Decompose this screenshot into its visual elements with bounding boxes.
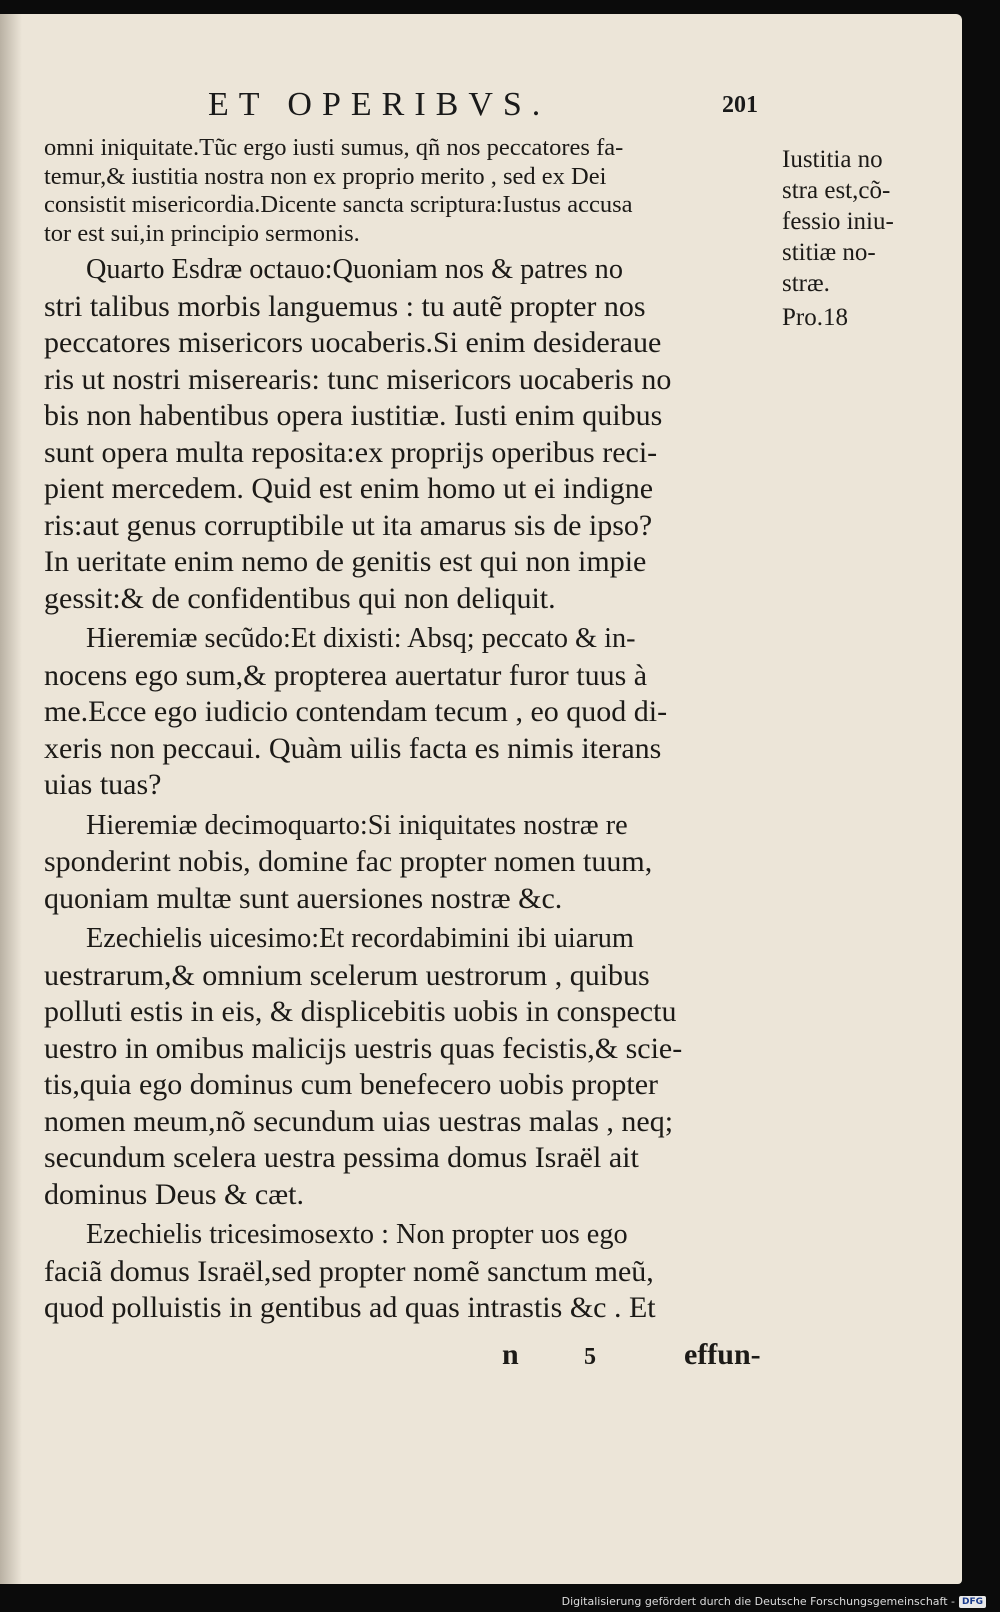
text-line: xeris non peccaui. Quàm uilis facta es nimis iterans bbox=[44, 731, 662, 765]
text-line: pient mercedem. Quid est enim homo ut ei indigne bbox=[44, 472, 654, 505]
text-line: In ueritate enim nemo de genitis est qui non impie bbox=[44, 545, 647, 578]
text-line: peccatores misericors uocaberis.Si enim desideraue bbox=[44, 326, 662, 359]
text-line: ris:aut genus corruptibile ut ita amarus sis de ipso? bbox=[44, 508, 653, 542]
paragraph bbox=[44, 1217, 774, 1327]
text-line: me.Ecce ego iudicio contendam tecum , eo quod di- bbox=[44, 695, 668, 728]
text-line: uestro in omibus malicijs uestris quas fecistis,& scie- bbox=[44, 1031, 683, 1065]
gutter-shadow bbox=[0, 14, 22, 1584]
margin-note-line: stra est,cõ- bbox=[782, 177, 891, 204]
signature-number: 5 bbox=[584, 1344, 596, 1370]
text-line: tor est sui,in principio sermonis. bbox=[44, 219, 360, 247]
text-line: gessit:& de confidentibus qui non deliquit. bbox=[44, 581, 556, 615]
margin-note-line: stræ. bbox=[782, 270, 830, 297]
text-line: faciã domus Israël,sed propter nomẽ sanctum meũ, bbox=[44, 1254, 654, 1288]
text-line: consistit misericordia.Dicente sancta scriptura:Iustus accusa bbox=[44, 191, 633, 218]
text-line: Hieremiæ decimoquarto:Si iniquitates nostræ re bbox=[86, 809, 628, 841]
paragraph bbox=[44, 252, 774, 617]
text-line: sponderint nobis, domine fac propter nomen tuum, bbox=[44, 845, 653, 878]
body-text bbox=[44, 134, 774, 1327]
text-line: temur,& iustitia nostra non ex proprio merito , sed ex Dei bbox=[44, 162, 607, 190]
signature-mark: n bbox=[502, 1338, 519, 1371]
text-line: stri talibus morbis languemus : tu autẽ propter nos bbox=[44, 289, 646, 323]
margin-note-line: fessio iniu- bbox=[782, 208, 894, 235]
text-line: Ezechielis uicesimo:Et recordabimini ibi uiarum bbox=[86, 923, 634, 954]
text-line: ris ut nostri miserearis: tunc misericors uocaberis no bbox=[44, 362, 672, 396]
margin-note-line: Iustitia no bbox=[782, 146, 883, 173]
margin-note-line: stitiæ no- bbox=[782, 239, 876, 266]
paragraph bbox=[44, 134, 774, 248]
margin-reference: Pro.18 bbox=[782, 304, 848, 331]
text-line: nomen meum,nõ secundum uias uestras malas , neq; bbox=[44, 1104, 674, 1138]
text-line: polluti estis in eis, & displicebitis uobis in conspectu bbox=[44, 995, 677, 1028]
text-line: uias tuas? bbox=[44, 768, 162, 801]
folio-number: 201 bbox=[722, 92, 758, 118]
book-page bbox=[0, 14, 962, 1584]
paragraph bbox=[44, 621, 774, 804]
text-line: Hieremiæ secũdo:Et dixisti: Absq; peccato & in- bbox=[86, 623, 636, 654]
text-line: nocens ego sum,& propterea auertatur furor tuus à bbox=[44, 658, 648, 692]
signature-line bbox=[44, 1338, 774, 1378]
text-line: Ezechielis tricesimosexto : Non propter uos ego bbox=[86, 1219, 628, 1250]
footer-credit: Digitalisierung gefördert durch die Deutsche Forschungsgemeinschaft - bbox=[561, 1595, 955, 1608]
text-line: uestrarum,& omnium scelerum uestrorum , quibus bbox=[44, 958, 650, 992]
text-line: dominus Deus & cæt. bbox=[44, 1177, 304, 1211]
text-line: bis non habentibus opera iustitiæ. Iusti enim quibus bbox=[44, 399, 663, 432]
margin-notes bbox=[782, 144, 932, 335]
paragraph bbox=[44, 808, 774, 918]
paragraph bbox=[44, 921, 774, 1213]
catchword: effun- bbox=[684, 1338, 761, 1371]
dfg-logo-icon: DFG bbox=[959, 1596, 986, 1608]
text-line: sunt opera multa reposita:ex proprijs operibus reci- bbox=[44, 435, 658, 469]
text-line: secundum scelera uestra pessima domus Israël ait bbox=[44, 1141, 639, 1174]
running-title: ET OPERIBVS. bbox=[208, 86, 551, 123]
digitization-footer bbox=[562, 1595, 986, 1608]
text-line: omni iniquitate.Tũc ergo iusti sumus, qñ nos peccatores fa- bbox=[44, 134, 624, 161]
text-line: quoniam multæ sunt auersiones nostræ &c. bbox=[44, 881, 563, 915]
text-line: Quarto Esdræ octauo:Quoniam nos & patres no bbox=[86, 254, 623, 285]
text-line: quod polluistis in gentibus ad quas intrastis &c . Et bbox=[44, 1291, 656, 1324]
text-line: tis,quia ego dominus cum benefecero uobis propter bbox=[44, 1068, 659, 1101]
